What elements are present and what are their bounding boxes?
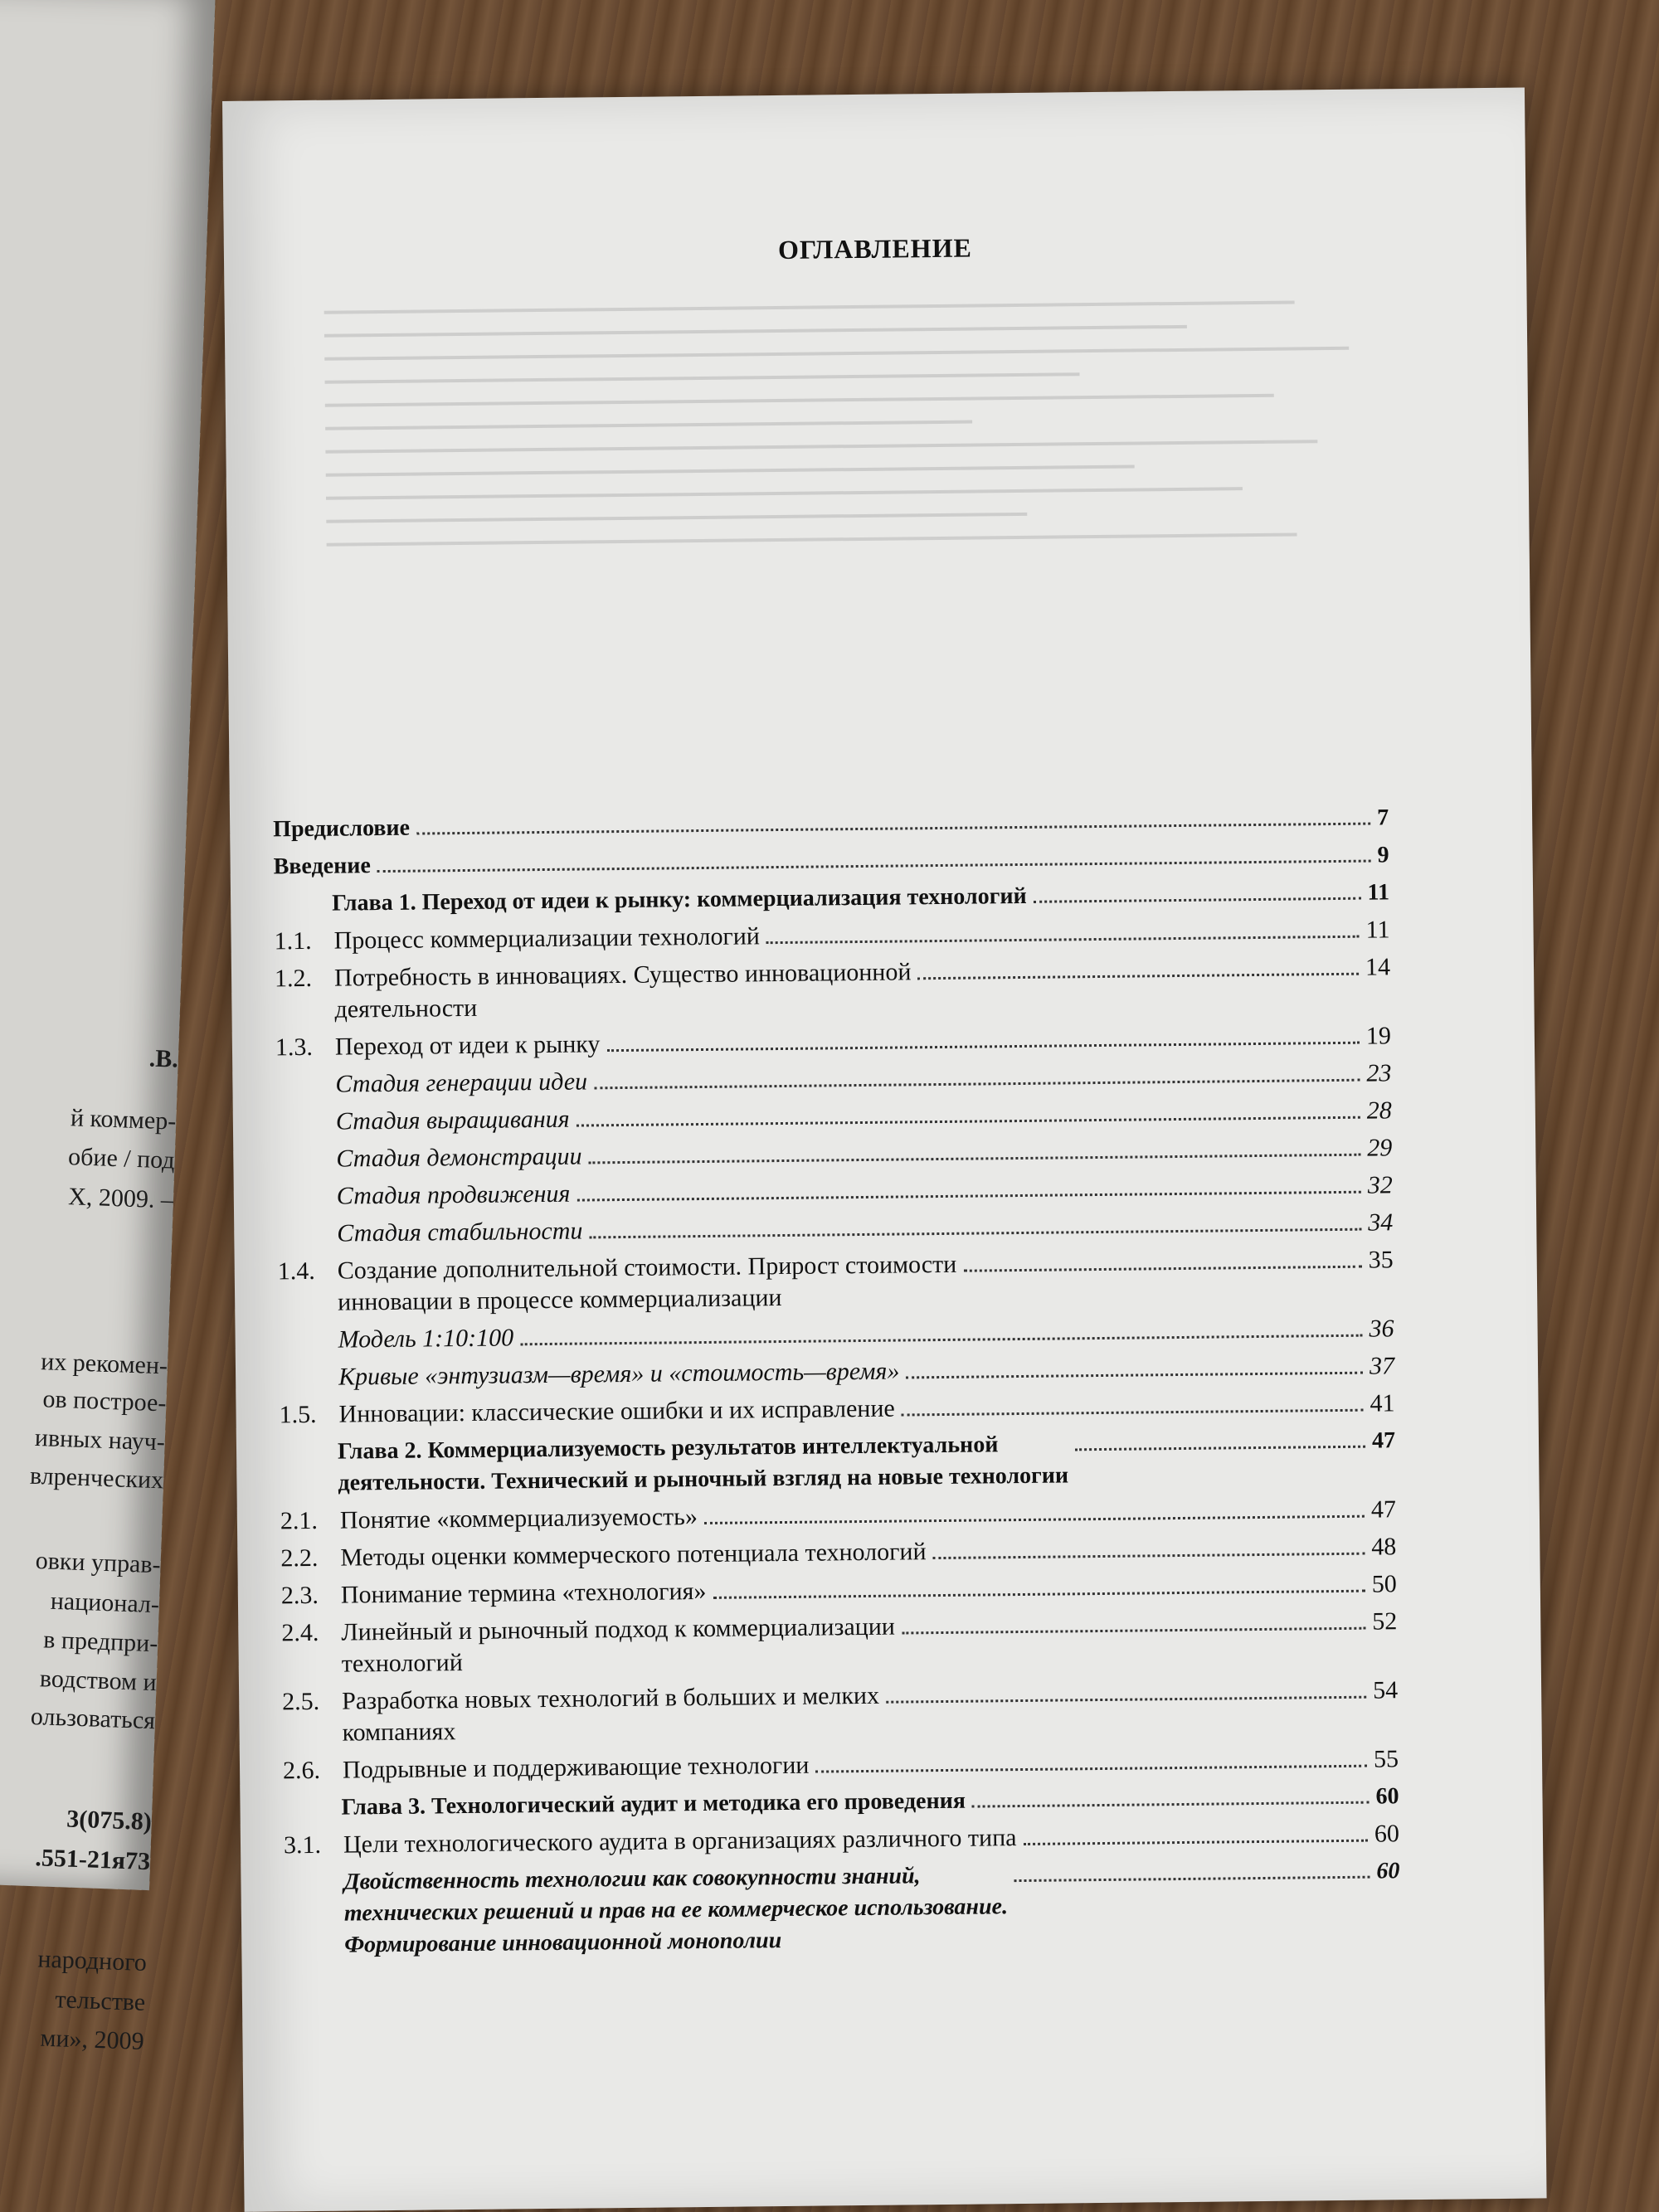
toc-entry (279, 1388, 1394, 1431)
left-page-text-fragment: ользоваться (30, 1702, 156, 1735)
left-page-text-fragment: ивных науч- (34, 1423, 166, 1456)
toc-entry-page: 52 (1372, 1607, 1398, 1636)
dot-leader (704, 1515, 1365, 1524)
left-page-text-fragment: X, 2009. – (67, 1183, 174, 1214)
dot-leader (589, 1228, 1361, 1239)
toc-entry-title: Глава 3. Технологический аудит и методика его проведения (341, 1787, 966, 1821)
dot-leader (902, 1409, 1364, 1417)
left-page-text-fragment: .В. (148, 1044, 179, 1073)
dot-leader (1075, 1446, 1365, 1451)
toc-entry-title: Подрывные и поддерживающие технологии (342, 1751, 810, 1784)
dot-leader (902, 1627, 1365, 1635)
dot-leader (713, 1590, 1365, 1599)
dot-leader (766, 936, 1360, 944)
toc-entry-title: Процесс коммерциализации технологий (333, 922, 761, 955)
toc-entry-page: 19 (1365, 1022, 1392, 1050)
left-page-text-fragment: й коммер- (70, 1104, 177, 1135)
toc-entry-title: Линейный и рыночный подход к коммерциализации технологий (341, 1612, 896, 1678)
toc-entry (284, 1818, 1399, 1861)
toc-entry-title: Стадия стабильности (337, 1217, 583, 1247)
toc-entry-number: 1.3. (275, 1033, 314, 1062)
bleed-through-text (324, 280, 1407, 756)
toc-entry (278, 1313, 1394, 1356)
toc-entry-page: 7 (1376, 805, 1389, 831)
toc-entry (275, 1057, 1391, 1101)
toc-entry (283, 1781, 1399, 1824)
toc-entry-page: 55 (1373, 1745, 1399, 1773)
dot-leader (963, 1266, 1362, 1272)
toc-entry-page: 35 (1368, 1246, 1394, 1274)
toc-entry (280, 1531, 1396, 1574)
toc-entry (283, 1743, 1399, 1787)
toc-entry-title: Стадия демонстрации (336, 1142, 582, 1173)
toc-entry-page: 47 (1371, 1427, 1396, 1454)
toc-entry-page: 41 (1370, 1389, 1395, 1417)
left-page-text-fragment: ми», 2009 (39, 2024, 145, 2055)
toc-entry-title: Предисловие (273, 814, 411, 843)
toc-entry-number: 2.1. (280, 1506, 319, 1535)
toc-entry-number: 3.1. (283, 1830, 322, 1860)
toc-entry-page: 23 (1366, 1059, 1392, 1087)
toc-entry (274, 877, 1389, 920)
left-page-text-fragment: 3(075.8) (66, 1805, 153, 1836)
left-page-text-fragment: обие / под (67, 1143, 176, 1174)
dot-leader (589, 1154, 1361, 1164)
left-page-text-fragment: тельстве (54, 1986, 146, 2016)
toc-entry-page: 36 (1369, 1315, 1394, 1343)
left-page (0, 0, 216, 2055)
toc-entry-number: 2.3. (280, 1581, 319, 1610)
dot-leader (1014, 1876, 1370, 1882)
toc-entry (273, 839, 1389, 882)
toc-entry (281, 1606, 1398, 1680)
dot-leader (1034, 897, 1361, 903)
toc-entry (273, 802, 1389, 845)
dot-leader (972, 1801, 1370, 1808)
left-page-text-fragment: овки управ- (35, 1547, 162, 1579)
toc-entry (276, 1095, 1392, 1138)
toc-entry-number: 1.1. (274, 926, 312, 955)
toc-entry-page: 28 (1366, 1096, 1392, 1125)
toc-entry-page: 60 (1375, 1783, 1399, 1810)
left-page-text-fragment: их рекомен- (40, 1348, 168, 1380)
toc-entry-page: 32 (1367, 1171, 1393, 1199)
toc-entry-title: Двойственность технологии как совокупности знаний, технических решений и прав на ее коммерческое использование. Формирование инновационной монополии (343, 1863, 1009, 1958)
toc-entry-title: Глава 1. Переход от идеи к рынку: коммерциализация технологий (331, 882, 1027, 916)
toc-entry-title: Инновации: классические ошибки и их исправление (338, 1394, 895, 1428)
toc-entry-title: Потребность в инновациях. Существо инновационной деятельности (333, 958, 912, 1023)
toc-entry-title: Понимание термина «технология» (340, 1577, 707, 1609)
page-title: ОГЛАВЛЕНИЕ (777, 232, 972, 265)
dot-leader (886, 1696, 1366, 1704)
toc-entry-number: 2.5. (282, 1687, 320, 1716)
toc-entry-title: Введение (273, 853, 371, 880)
dot-leader (577, 1191, 1360, 1202)
dot-leader (933, 1553, 1365, 1559)
dot-leader (577, 1116, 1360, 1127)
toc-entry-title: Методы оценки коммерческого потенциала технологий (340, 1538, 927, 1572)
toc-entry-title: Разработка новых технологий в больших и мелких компаниях (342, 1681, 880, 1747)
toc-entry (280, 1494, 1396, 1537)
left-page-text-fragment: в предпри- (42, 1626, 158, 1658)
toc-entry-title: Глава 2. Коммерциализуемость результатов интеллектуальной деятельности. Технический и рыночный взгляд на новые технологии (337, 1432, 1069, 1496)
right-page (222, 88, 1547, 2212)
dot-leader (416, 823, 1370, 835)
toc-entry (274, 914, 1389, 957)
toc-entry (284, 1855, 1400, 1962)
toc-entry (276, 1132, 1392, 1175)
toc-entry (275, 951, 1391, 1026)
toc-entry-title: Стадия продвижения (336, 1179, 571, 1210)
toc-entry (279, 1350, 1394, 1393)
toc-entry-number: 1.4. (277, 1257, 315, 1286)
dot-leader (606, 1042, 1359, 1053)
dot-leader (520, 1334, 1362, 1346)
toc-entry-number: 2.2. (280, 1544, 319, 1573)
toc-entry (282, 1675, 1399, 1749)
toc-entry (277, 1207, 1393, 1250)
toc-entry-title: Кривые «энтузиазм—время» и «стоимость—время» (338, 1357, 900, 1391)
toc-entry (278, 1244, 1394, 1319)
toc-entry (277, 1169, 1393, 1213)
toc-entry-title: Цели технологического аудита в организациях различного типа (343, 1824, 1017, 1859)
dot-leader (594, 1079, 1360, 1090)
toc-entry-page: 29 (1367, 1134, 1393, 1162)
toc-entry-page: 47 (1370, 1495, 1397, 1524)
toc-entry-title: Создание дополнительной стоимости. Прирост стоимости инновации в процессе коммерциализации (337, 1250, 957, 1316)
toc-entry (275, 1020, 1391, 1063)
dot-leader (906, 1372, 1363, 1379)
left-page-text-fragment: народного (36, 1945, 148, 1977)
toc-entry-page: 9 (1377, 842, 1389, 868)
left-page-text-fragment: .551-21я73 (34, 1844, 151, 1876)
dot-leader (815, 1765, 1367, 1773)
toc-entry-number: 2.6. (282, 1756, 321, 1785)
toc-entry-title: Стадия выращивания (335, 1105, 570, 1135)
toc-entry (280, 1425, 1396, 1500)
toc-entry-page: 14 (1365, 953, 1391, 981)
toc-entry-page: 34 (1368, 1208, 1394, 1237)
toc-list (273, 802, 1400, 1967)
left-page-text-fragment: национал- (50, 1587, 160, 1619)
toc-entry-page: 60 (1374, 1820, 1400, 1848)
dot-leader (377, 860, 1371, 873)
toc-entry-title: Модель 1:10:100 (338, 1324, 514, 1354)
toc-entry-page: 11 (1365, 916, 1390, 944)
dot-leader (917, 973, 1359, 980)
toc-entry-title: Переход от идеи к рынку (334, 1030, 601, 1061)
toc-entry-page: 48 (1371, 1533, 1397, 1561)
toc-entry (281, 1568, 1397, 1612)
toc-entry-title: Стадия генерации идеи (335, 1067, 588, 1098)
dot-leader (1024, 1840, 1368, 1845)
toc-entry-title: Понятие «коммерциализуемость» (339, 1503, 698, 1534)
toc-entry-page: 11 (1367, 879, 1390, 906)
toc-entry-page: 60 (1376, 1858, 1400, 1884)
toc-entry-number: 1.5. (279, 1400, 317, 1429)
left-page-text-fragment: ов построе- (41, 1385, 167, 1417)
toc-entry-number: 2.4. (281, 1618, 319, 1647)
toc-entry-number: 1.2. (274, 964, 313, 993)
toc-entry-page: 37 (1369, 1352, 1395, 1380)
left-page-text-fragment: влренческих (29, 1461, 164, 1495)
toc-entry-page: 50 (1371, 1570, 1397, 1598)
left-page-text-fragment: водством и (39, 1665, 158, 1697)
toc-entry-page: 54 (1372, 1676, 1399, 1704)
